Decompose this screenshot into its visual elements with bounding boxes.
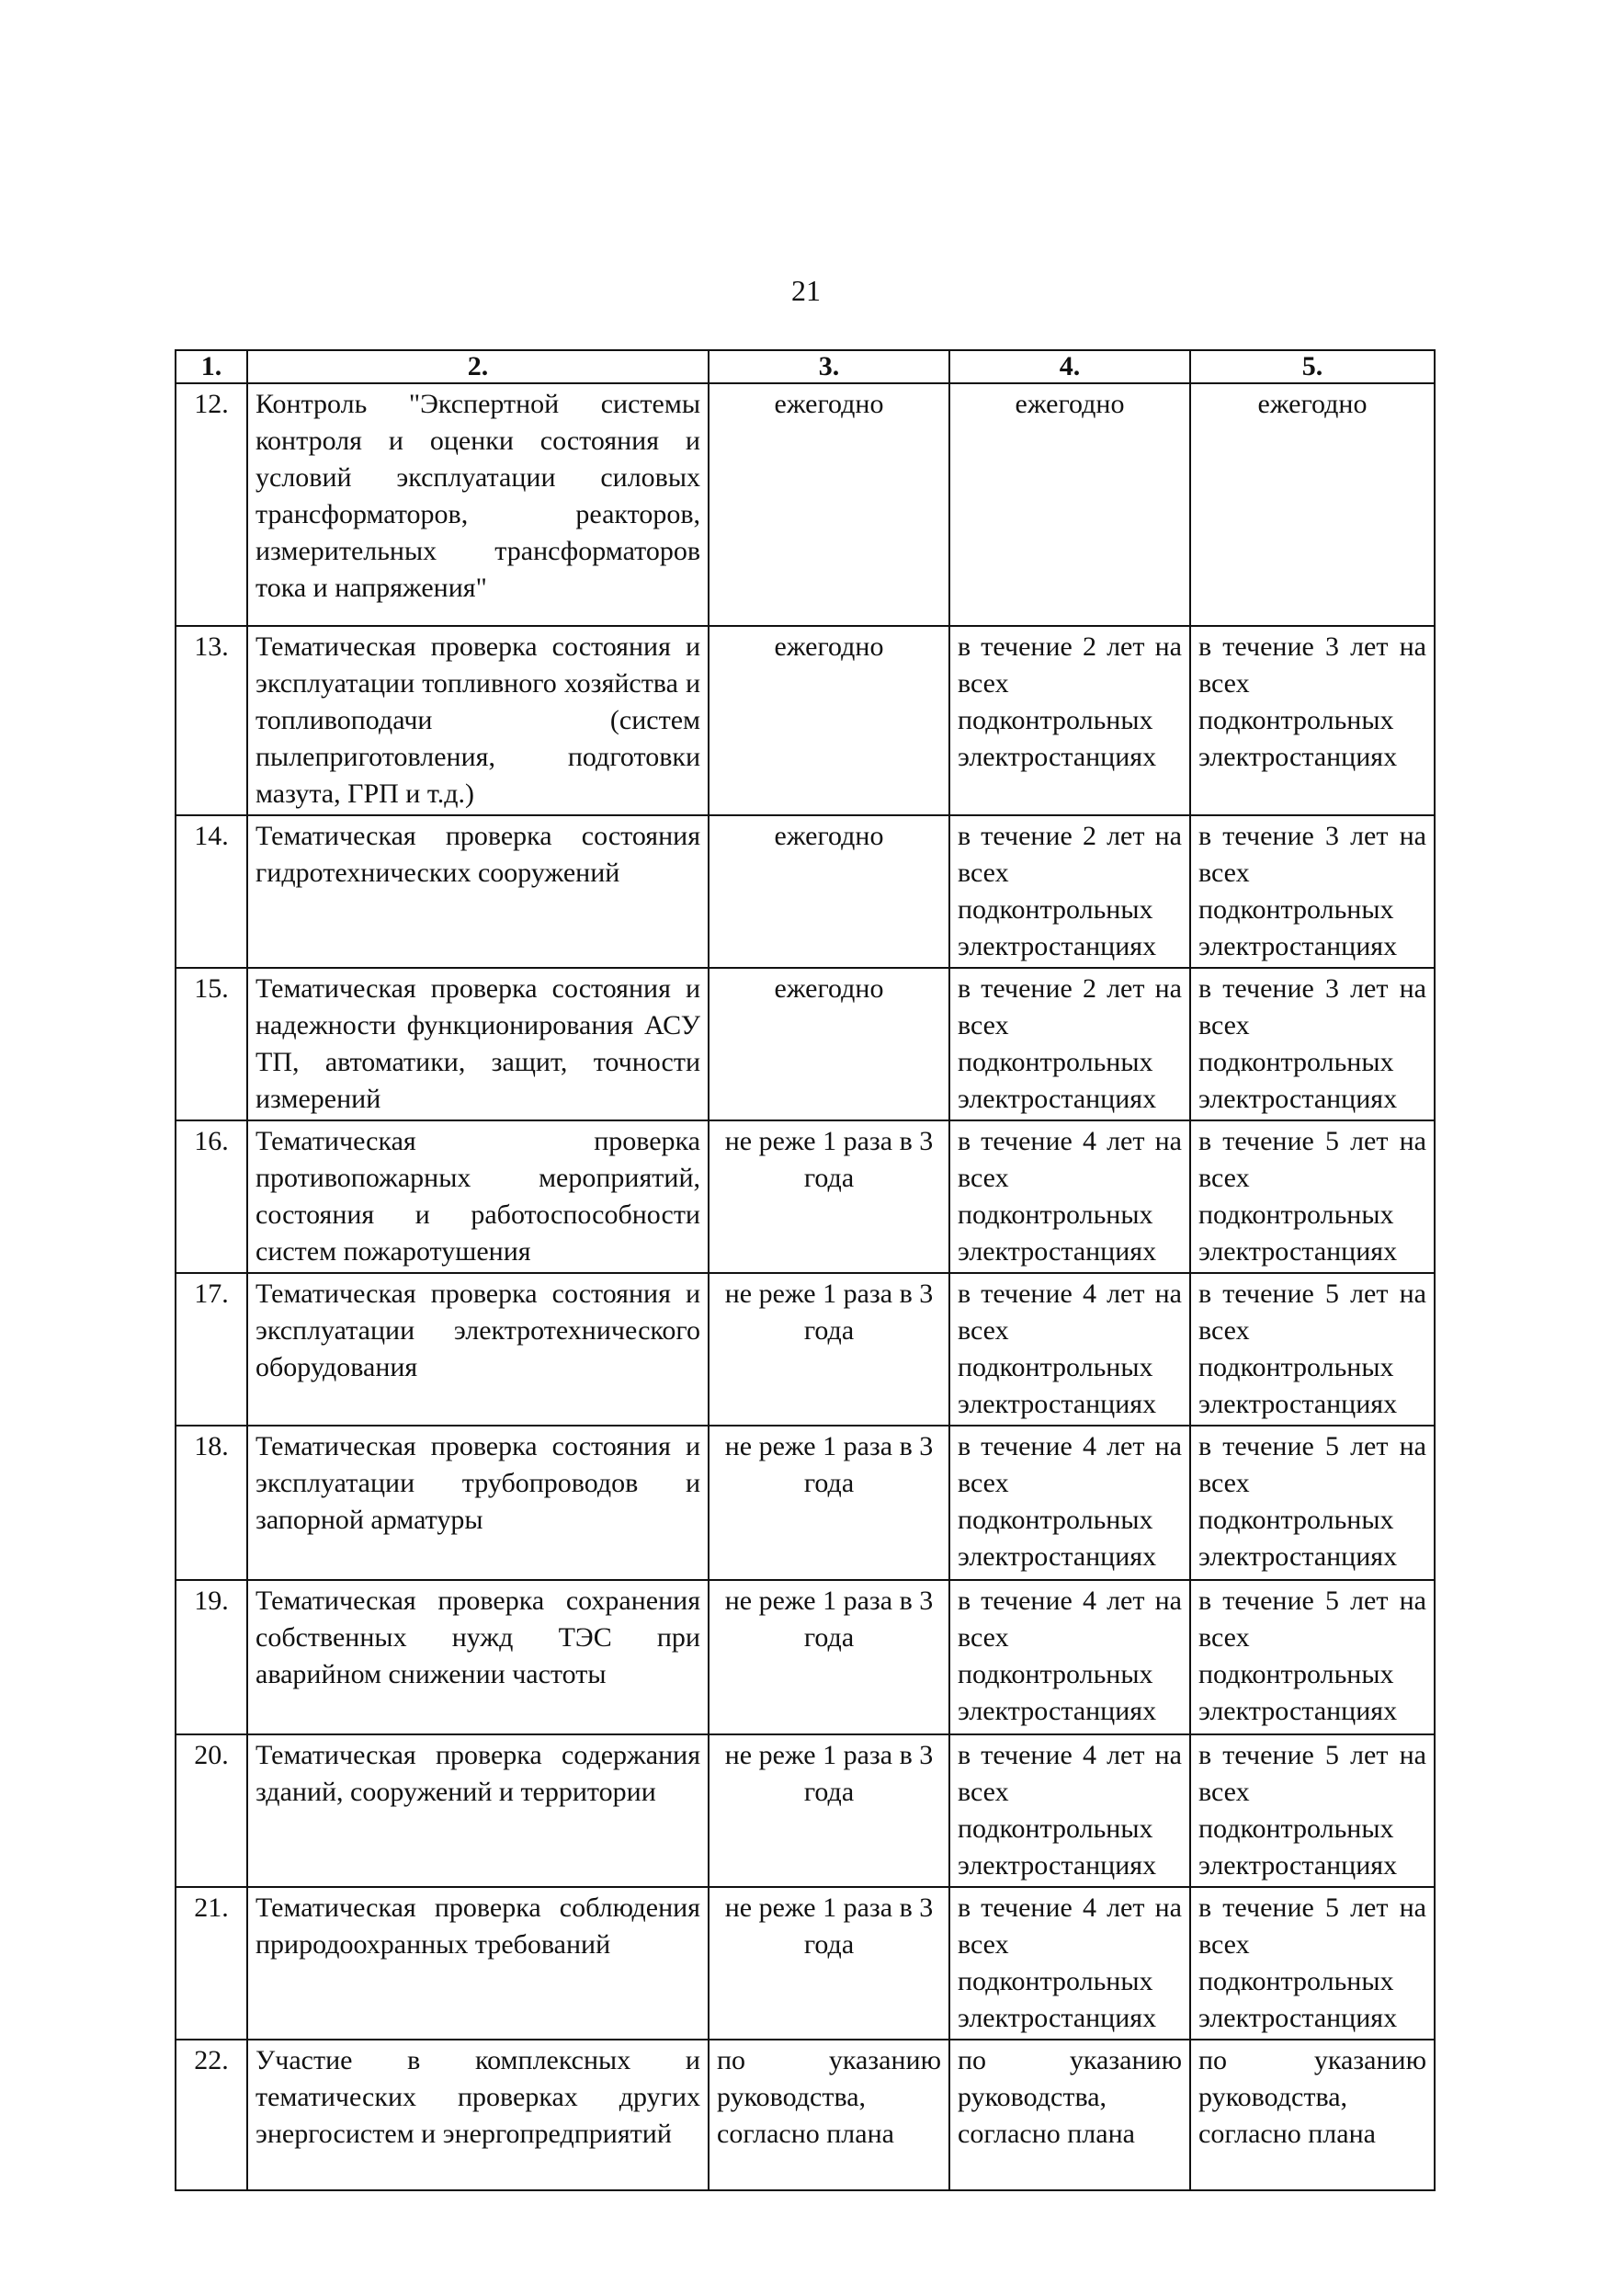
row-col3: не реже 1 раза в 3 года — [709, 1120, 949, 1273]
inspection-schedule-table — [175, 349, 1436, 2191]
row-col4: в течение 4 лет на всех подконтрольных электростанциях — [949, 1120, 1190, 1273]
table-row — [176, 815, 1435, 968]
row-number: 12. — [176, 383, 247, 626]
table-row — [176, 2040, 1435, 2190]
row-description: Контроль "Экспертной системы контроля и оценки состояния и условий эксплуатации силовых трансформаторов, реакторов, измерительных трансформаторов тока и напряжения" — [247, 383, 709, 626]
header-col-2: 2. — [247, 350, 709, 383]
row-description: Тематическая проверка соблюдения природоохранных требований — [247, 1887, 709, 2040]
row-description: Тематическая проверка состояния и эксплуатации электротехнического оборудования — [247, 1273, 709, 1426]
row-col5: ежегодно — [1190, 383, 1435, 626]
table-row — [176, 1887, 1435, 2040]
table-row — [176, 1734, 1435, 1887]
row-number: 22. — [176, 2040, 247, 2190]
row-col3: не реже 1 раза в 3 года — [709, 1580, 949, 1734]
row-col5: в течение 5 лет на всех подконтрольных электростанциях — [1190, 1273, 1435, 1426]
row-col5: в течение 3 лет на всех подконтрольных электростанциях — [1190, 815, 1435, 968]
row-col5: в течение 3 лет на всех подконтрольных электростанциях — [1190, 968, 1435, 1120]
header-col-5: 5. — [1190, 350, 1435, 383]
row-col4: в течение 4 лет на всех подконтрольных электростанциях — [949, 1580, 1190, 1734]
row-col4: в течение 4 лет на всех подконтрольных электростанциях — [949, 1887, 1190, 2040]
row-col3: не реже 1 раза в 3 года — [709, 1887, 949, 2040]
row-description: Тематическая проверка сохранения собственных нужд ТЭС при аварийном снижении частоты — [247, 1580, 709, 1734]
row-description: Тематическая проверка противопожарных мероприятий, состояния и работоспособности систем пожаротушения — [247, 1120, 709, 1273]
row-col3: не реже 1 раза в 3 года — [709, 1426, 949, 1580]
row-col5: по указанию руководства, согласно плана — [1190, 2040, 1435, 2190]
row-number: 21. — [176, 1887, 247, 2040]
table-row — [176, 1580, 1435, 1734]
row-col3: по указанию руководства, согласно плана — [709, 2040, 949, 2190]
table-row — [176, 1273, 1435, 1426]
row-col3: не реже 1 раза в 3 года — [709, 1273, 949, 1426]
table-row — [176, 1426, 1435, 1580]
row-col4: в течение 4 лет на всех подконтрольных электростанциях — [949, 1734, 1190, 1887]
row-description: Тематическая проверка состояния и эксплуатации топливного хозяйства и топливоподачи (систем пылеприготовления, подготовки мазута, ГРП и т.д.) — [247, 626, 709, 815]
row-col4: в течение 4 лет на всех подконтрольных электростанциях — [949, 1426, 1190, 1580]
row-number: 15. — [176, 968, 247, 1120]
row-description: Тематическая проверка состояния гидротехнических сооружений — [247, 815, 709, 968]
row-col4: по указанию руководства, согласно плана — [949, 2040, 1190, 2190]
table-header-row — [176, 350, 1435, 383]
table-row — [176, 626, 1435, 815]
row-number: 16. — [176, 1120, 247, 1273]
row-number: 19. — [176, 1580, 247, 1734]
table-row — [176, 1120, 1435, 1273]
row-col4: в течение 4 лет на всех подконтрольных электростанциях — [949, 1273, 1190, 1426]
row-col4: ежегодно — [949, 383, 1190, 626]
row-col3: ежегодно — [709, 968, 949, 1120]
header-col-3: 3. — [709, 350, 949, 383]
row-col5: в течение 5 лет на всех подконтрольных электростанциях — [1190, 1887, 1435, 2040]
page-number: 21 — [791, 274, 821, 307]
row-description: Тематическая проверка содержания зданий, сооружений и территории — [247, 1734, 709, 1887]
row-description: Тематическая проверка состояния и надежности функционирования АСУ ТП, автоматики, защит, точности измерений — [247, 968, 709, 1120]
row-col5: в течение 3 лет на всех подконтрольных электростанциях — [1190, 626, 1435, 815]
row-col3: не реже 1 раза в 3 года — [709, 1734, 949, 1887]
row-col5: в течение 5 лет на всех подконтрольных электростанциях — [1190, 1734, 1435, 1887]
row-number: 13. — [176, 626, 247, 815]
row-col3: ежегодно — [709, 815, 949, 968]
row-description: Тематическая проверка состояния и эксплуатации трубопроводов и запорной арматуры — [247, 1426, 709, 1580]
row-number: 14. — [176, 815, 247, 968]
row-number: 18. — [176, 1426, 247, 1580]
row-number: 17. — [176, 1273, 247, 1426]
row-col4: в течение 2 лет на всех подконтрольных электростанциях — [949, 815, 1190, 968]
table-row — [176, 383, 1435, 626]
header-col-1: 1. — [176, 350, 247, 383]
row-col5: в течение 5 лет на всех подконтрольных электростанциях — [1190, 1580, 1435, 1734]
row-col3: ежегодно — [709, 626, 949, 815]
row-number: 20. — [176, 1734, 247, 1887]
row-col5: в течение 5 лет на всех подконтрольных электростанциях — [1190, 1426, 1435, 1580]
row-col5: в течение 5 лет на всех подконтрольных электростанциях — [1190, 1120, 1435, 1273]
row-col4: в течение 2 лет на всех подконтрольных электростанциях — [949, 968, 1190, 1120]
header-col-4: 4. — [949, 350, 1190, 383]
row-description: Участие в комплексных и тематических проверках других энергосистем и энергопредприятий — [247, 2040, 709, 2190]
row-col3: ежегодно — [709, 383, 949, 626]
table-row — [176, 968, 1435, 1120]
row-col4: в течение 2 лет на всех подконтрольных электростанциях — [949, 626, 1190, 815]
